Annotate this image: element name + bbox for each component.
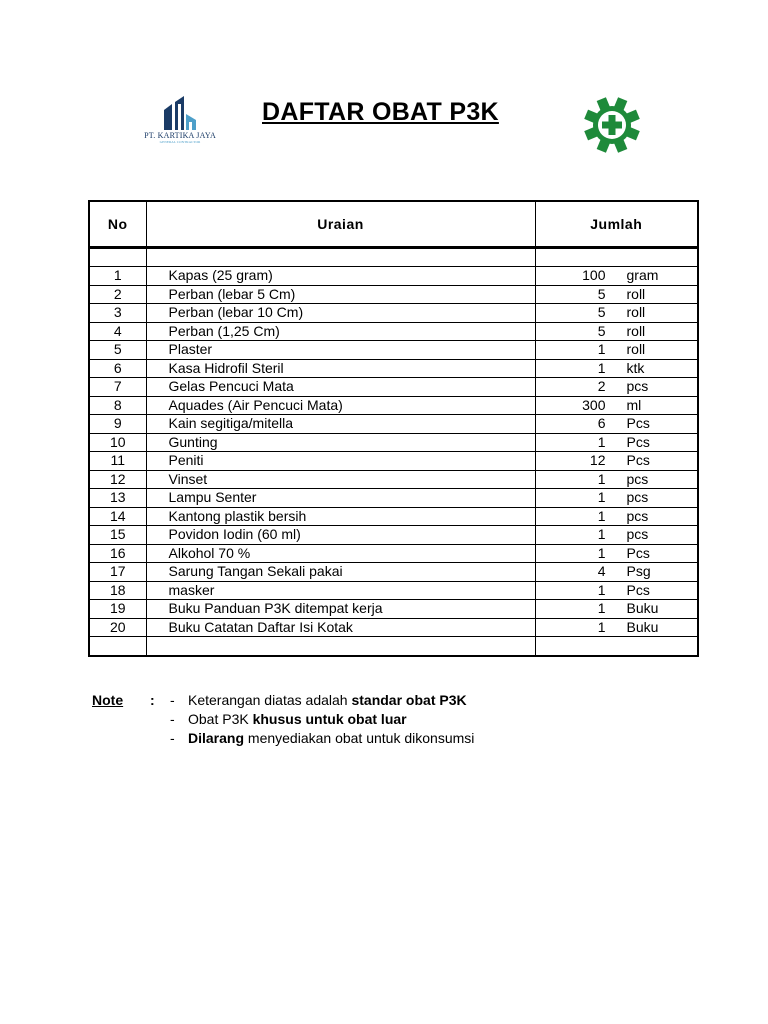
table-row — [89, 304, 698, 323]
row-quantity — [535, 378, 698, 397]
table-row — [89, 544, 698, 563]
row-quantity — [535, 433, 698, 452]
quantity-unit: pcs — [626, 470, 649, 487]
quantity-unit: roll — [626, 304, 646, 320]
row-quantity — [535, 526, 698, 545]
row-number: 19 — [89, 600, 146, 619]
row-number: 3 — [89, 304, 146, 323]
table-row — [89, 285, 698, 304]
row-quantity — [535, 304, 698, 323]
blank-row — [89, 248, 698, 267]
row-quantity — [535, 359, 698, 378]
blank-row — [89, 637, 698, 657]
building-logo-icon — [160, 96, 200, 130]
quantity-unit: roll — [626, 341, 646, 357]
row-item: Vinset — [146, 470, 535, 489]
row-number: 4 — [89, 322, 146, 341]
note-text-bold: khusus untuk obat luar — [252, 711, 407, 727]
quantity-unit: Buku — [626, 618, 659, 635]
note-colon: : — [150, 692, 155, 708]
note-line-1 — [170, 692, 467, 708]
row-number: 10 — [89, 433, 146, 452]
row-item: Kain segitiga/mitella — [146, 415, 535, 434]
quantity-value: 6 — [597, 415, 606, 432]
row-number: 17 — [89, 563, 146, 582]
row-number: 12 — [89, 470, 146, 489]
row-number: 1 — [89, 267, 146, 286]
quantity-value: 300 — [582, 396, 606, 413]
quantity-unit: Pcs — [626, 544, 650, 561]
quantity-value: 12 — [589, 452, 606, 469]
row-number: 8 — [89, 396, 146, 415]
company-logo — [135, 96, 225, 152]
quantity-unit: pcs — [626, 489, 649, 505]
quantity-unit: Pcs — [626, 433, 650, 450]
quantity-value: 1 — [597, 433, 606, 450]
row-item: Povidon Iodin (60 ml) — [146, 526, 535, 545]
quantity-value: 1 — [597, 507, 606, 524]
table-row — [89, 526, 698, 545]
row-quantity — [535, 452, 698, 471]
row-item: Gelas Pencuci Mata — [146, 378, 535, 397]
quantity-value: 5 — [597, 304, 606, 321]
row-quantity — [535, 507, 698, 526]
row-number: 13 — [89, 489, 146, 508]
quantity-value: 1 — [597, 359, 606, 376]
note-dash: - — [170, 730, 175, 746]
row-item: Gunting — [146, 433, 535, 452]
row-number: 2 — [89, 285, 146, 304]
note-line-2 — [170, 711, 407, 727]
quantity-value: 2 — [597, 378, 606, 395]
note-dash: - — [170, 711, 175, 727]
note-text-bold: Dilarang — [188, 730, 245, 746]
row-number: 20 — [89, 618, 146, 637]
row-item: Sarung Tangan Sekali pakai — [146, 563, 535, 582]
quantity-unit: pcs — [626, 378, 649, 394]
note-text: Obat P3K — [188, 711, 253, 727]
row-quantity — [535, 600, 698, 619]
note-dash: - — [170, 692, 175, 708]
quantity-unit: pcs — [626, 507, 649, 524]
note-line-3 — [170, 730, 474, 746]
quantity-unit: roll — [626, 322, 646, 339]
table-row — [89, 618, 698, 637]
note-text: menyediakan obat untuk dikonsumsi — [244, 730, 475, 746]
row-item: Buku Catatan Daftar Isi Kotak — [146, 618, 535, 637]
row-number: 16 — [89, 544, 146, 563]
row-item: Perban (1,25 Cm) — [146, 322, 535, 341]
company-tagline: GENERAL CONTRACTOR — [159, 140, 201, 144]
row-quantity — [535, 285, 698, 304]
column-header-no: No — [89, 201, 146, 248]
company-name: PT. KARTIKA JAYA — [144, 131, 216, 140]
table-row — [89, 267, 698, 286]
quantity-unit: Psg — [626, 563, 651, 579]
row-quantity — [535, 563, 698, 582]
row-item: Aquades (Air Pencuci Mata) — [146, 396, 535, 415]
quantity-value: 1 — [597, 581, 606, 598]
table-row — [89, 489, 698, 508]
table-row — [89, 415, 698, 434]
row-number: 6 — [89, 359, 146, 378]
table-row — [89, 378, 698, 397]
quantity-unit: gram — [626, 267, 659, 283]
row-number: 5 — [89, 341, 146, 360]
row-item: Plaster — [146, 341, 535, 360]
row-quantity — [535, 415, 698, 434]
table-row — [89, 507, 698, 526]
medicine-table — [88, 200, 699, 657]
quantity-unit: Pcs — [626, 581, 650, 598]
row-item: Peniti — [146, 452, 535, 471]
column-header-jumlah: Jumlah — [535, 201, 698, 248]
row-item: Lampu Senter — [146, 489, 535, 508]
table-row — [89, 341, 698, 360]
safety-gear-cross-icon — [583, 96, 641, 154]
row-number: 14 — [89, 507, 146, 526]
quantity-unit: ml — [626, 396, 642, 413]
quantity-value: 1 — [597, 470, 606, 487]
quantity-unit: ktk — [626, 359, 645, 376]
row-quantity — [535, 396, 698, 415]
row-quantity — [535, 341, 698, 360]
note-text: Keterangan diatas adalah — [188, 692, 352, 708]
row-number: 9 — [89, 415, 146, 434]
row-item: Perban (lebar 5 Cm) — [146, 285, 535, 304]
quantity-value: 5 — [597, 322, 606, 339]
table-row — [89, 470, 698, 489]
table-row — [89, 433, 698, 452]
quantity-value: 1 — [597, 618, 606, 635]
table-row — [89, 396, 698, 415]
quantity-value: 1 — [597, 526, 606, 543]
row-item: Alkohol 70 % — [146, 544, 535, 563]
quantity-unit: Buku — [626, 600, 659, 616]
table-row — [89, 452, 698, 471]
table-header-row — [89, 201, 698, 248]
quantity-unit: Pcs — [626, 452, 650, 468]
quantity-value: 1 — [597, 341, 606, 358]
table-row — [89, 322, 698, 341]
page-title: DAFTAR OBAT P3K — [262, 98, 499, 126]
row-quantity — [535, 267, 698, 286]
quantity-unit: pcs — [626, 526, 649, 542]
quantity-value: 1 — [597, 489, 606, 506]
row-item: Kapas (25 gram) — [146, 267, 535, 286]
row-item: Kasa Hidrofil Steril — [146, 359, 535, 378]
row-quantity — [535, 322, 698, 341]
row-number: 15 — [89, 526, 146, 545]
row-item: Perban (lebar 10 Cm) — [146, 304, 535, 323]
row-quantity — [535, 489, 698, 508]
column-header-uraian: Uraian — [146, 201, 535, 248]
row-quantity — [535, 544, 698, 563]
note-label: Note — [92, 692, 124, 708]
row-item: Buku Panduan P3K ditempat kerja — [146, 600, 535, 619]
quantity-unit: Pcs — [626, 415, 650, 431]
table-row — [89, 563, 698, 582]
k3-logo — [583, 96, 641, 154]
quantity-value: 4 — [597, 563, 606, 580]
row-number: 18 — [89, 581, 146, 600]
row-number: 7 — [89, 378, 146, 397]
quantity-value: 5 — [597, 285, 606, 302]
note-text-bold: standar obat P3K — [351, 692, 467, 708]
row-item: Kantong plastik bersih — [146, 507, 535, 526]
row-quantity — [535, 581, 698, 600]
row-item: masker — [146, 581, 535, 600]
table-row — [89, 581, 698, 600]
row-quantity — [535, 618, 698, 637]
row-quantity — [535, 470, 698, 489]
table-row — [89, 359, 698, 378]
table-row — [89, 600, 698, 619]
quantity-value: 100 — [582, 267, 606, 284]
quantity-unit: roll — [626, 285, 646, 302]
quantity-value: 1 — [597, 544, 606, 561]
row-number: 11 — [89, 452, 146, 471]
quantity-value: 1 — [597, 600, 606, 617]
